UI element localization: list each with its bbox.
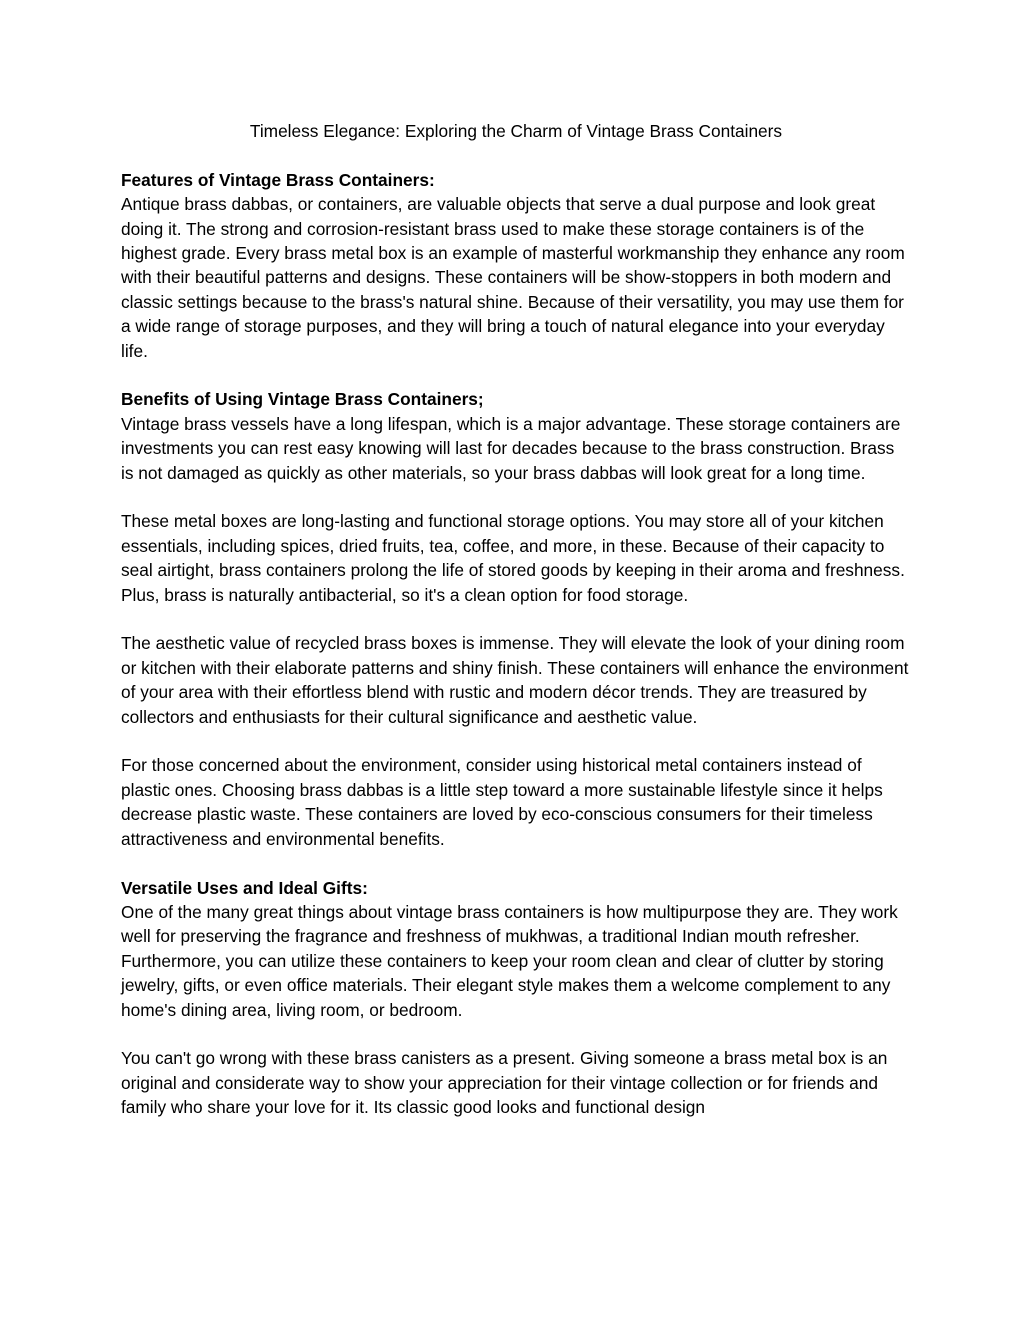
paragraph: For those concerned about the environment, consider using historical metal containers instead of plastic ones. Choosing brass dabbas is a little step toward a more sustainable lifestyle since it helps decrease plastic waste. These containers are loved by eco-conscious consumers for their timeless attractiveness and environmental benefits.	[121, 755, 883, 849]
paragraph: Vintage brass vessels have a long lifespan, which is a major advantage. These storage containers are investments you can rest easy knowing will last for decades because to the brass construction. Brass is not damaged as quickly as other materials, so your brass dabbas will look great for a long time.	[121, 413, 901, 483]
paragraph: The aesthetic value of recycled brass boxes is immense. They will elevate the look of your dining room or kitchen with their elaborate patterns and shiny finish. These containers will enhance the environment of your area with their effortless blend with rustic and modern décor trends. They are treasured by collectors and enthusiasts for their cultural significance and aesthetic value.	[121, 633, 909, 727]
section-heading-benefits: Benefits of Using Vintage Brass Containers;	[121, 389, 484, 410]
paragraph: You can't go wrong with these brass canisters as a present. Giving someone a brass metal box is an original and considerate way to show your appreciation for their vintage collection or for friends and family who share your love for it. Its classic good looks and functional design	[121, 1048, 888, 1118]
paragraph: Antique brass dabbas, or containers, are valuable objects that serve a dual purpose and look great doing it. The strong and corrosion-resistant brass used to make these storage containers is of the highest grade. Every brass metal box is an example of masterful workmanship they enhance any room with their beautiful patterns and designs. These containers will be show-stoppers in both modern and classic settings because to the brass's natural shine. Because of their versatility, you may use them for a wide range of storage purposes, and they will bring a touch of natural elegance into your everyday life.	[121, 194, 905, 361]
document-body	[121, 119, 911, 1144]
paragraph: These metal boxes are long-lasting and functional storage options. You may store all of your kitchen essentials, including spices, dried fruits, tea, coffee, and more, in these. Because of their capacity to seal airtight, brass containers prolong the life of stored goods by keeping in their aroma and freshness. Plus, brass is naturally antibacterial, so it's a clean option for food storage.	[121, 511, 905, 605]
paragraph: One of the many great things about vintage brass containers is how multipurpose they are. They work well for preserving the fragrance and freshness of mukhwas, a traditional Indian mouth refresher. Furthermore, you can utilize these containers to keep your room clean and clear of clutter by storing jewelry, gifts, or even office materials. Their elegant style makes them a welcome complement to any home's dining area, living room, or bedroom.	[121, 901, 898, 1020]
section-heading-uses-gifts: Versatile Uses and Ideal Gifts:	[121, 877, 368, 898]
section-heading-features: Features of Vintage Brass Containers:	[121, 169, 435, 190]
document-title: Timeless Elegance: Exploring the Charm of Vintage Brass Containers	[249, 121, 783, 141]
